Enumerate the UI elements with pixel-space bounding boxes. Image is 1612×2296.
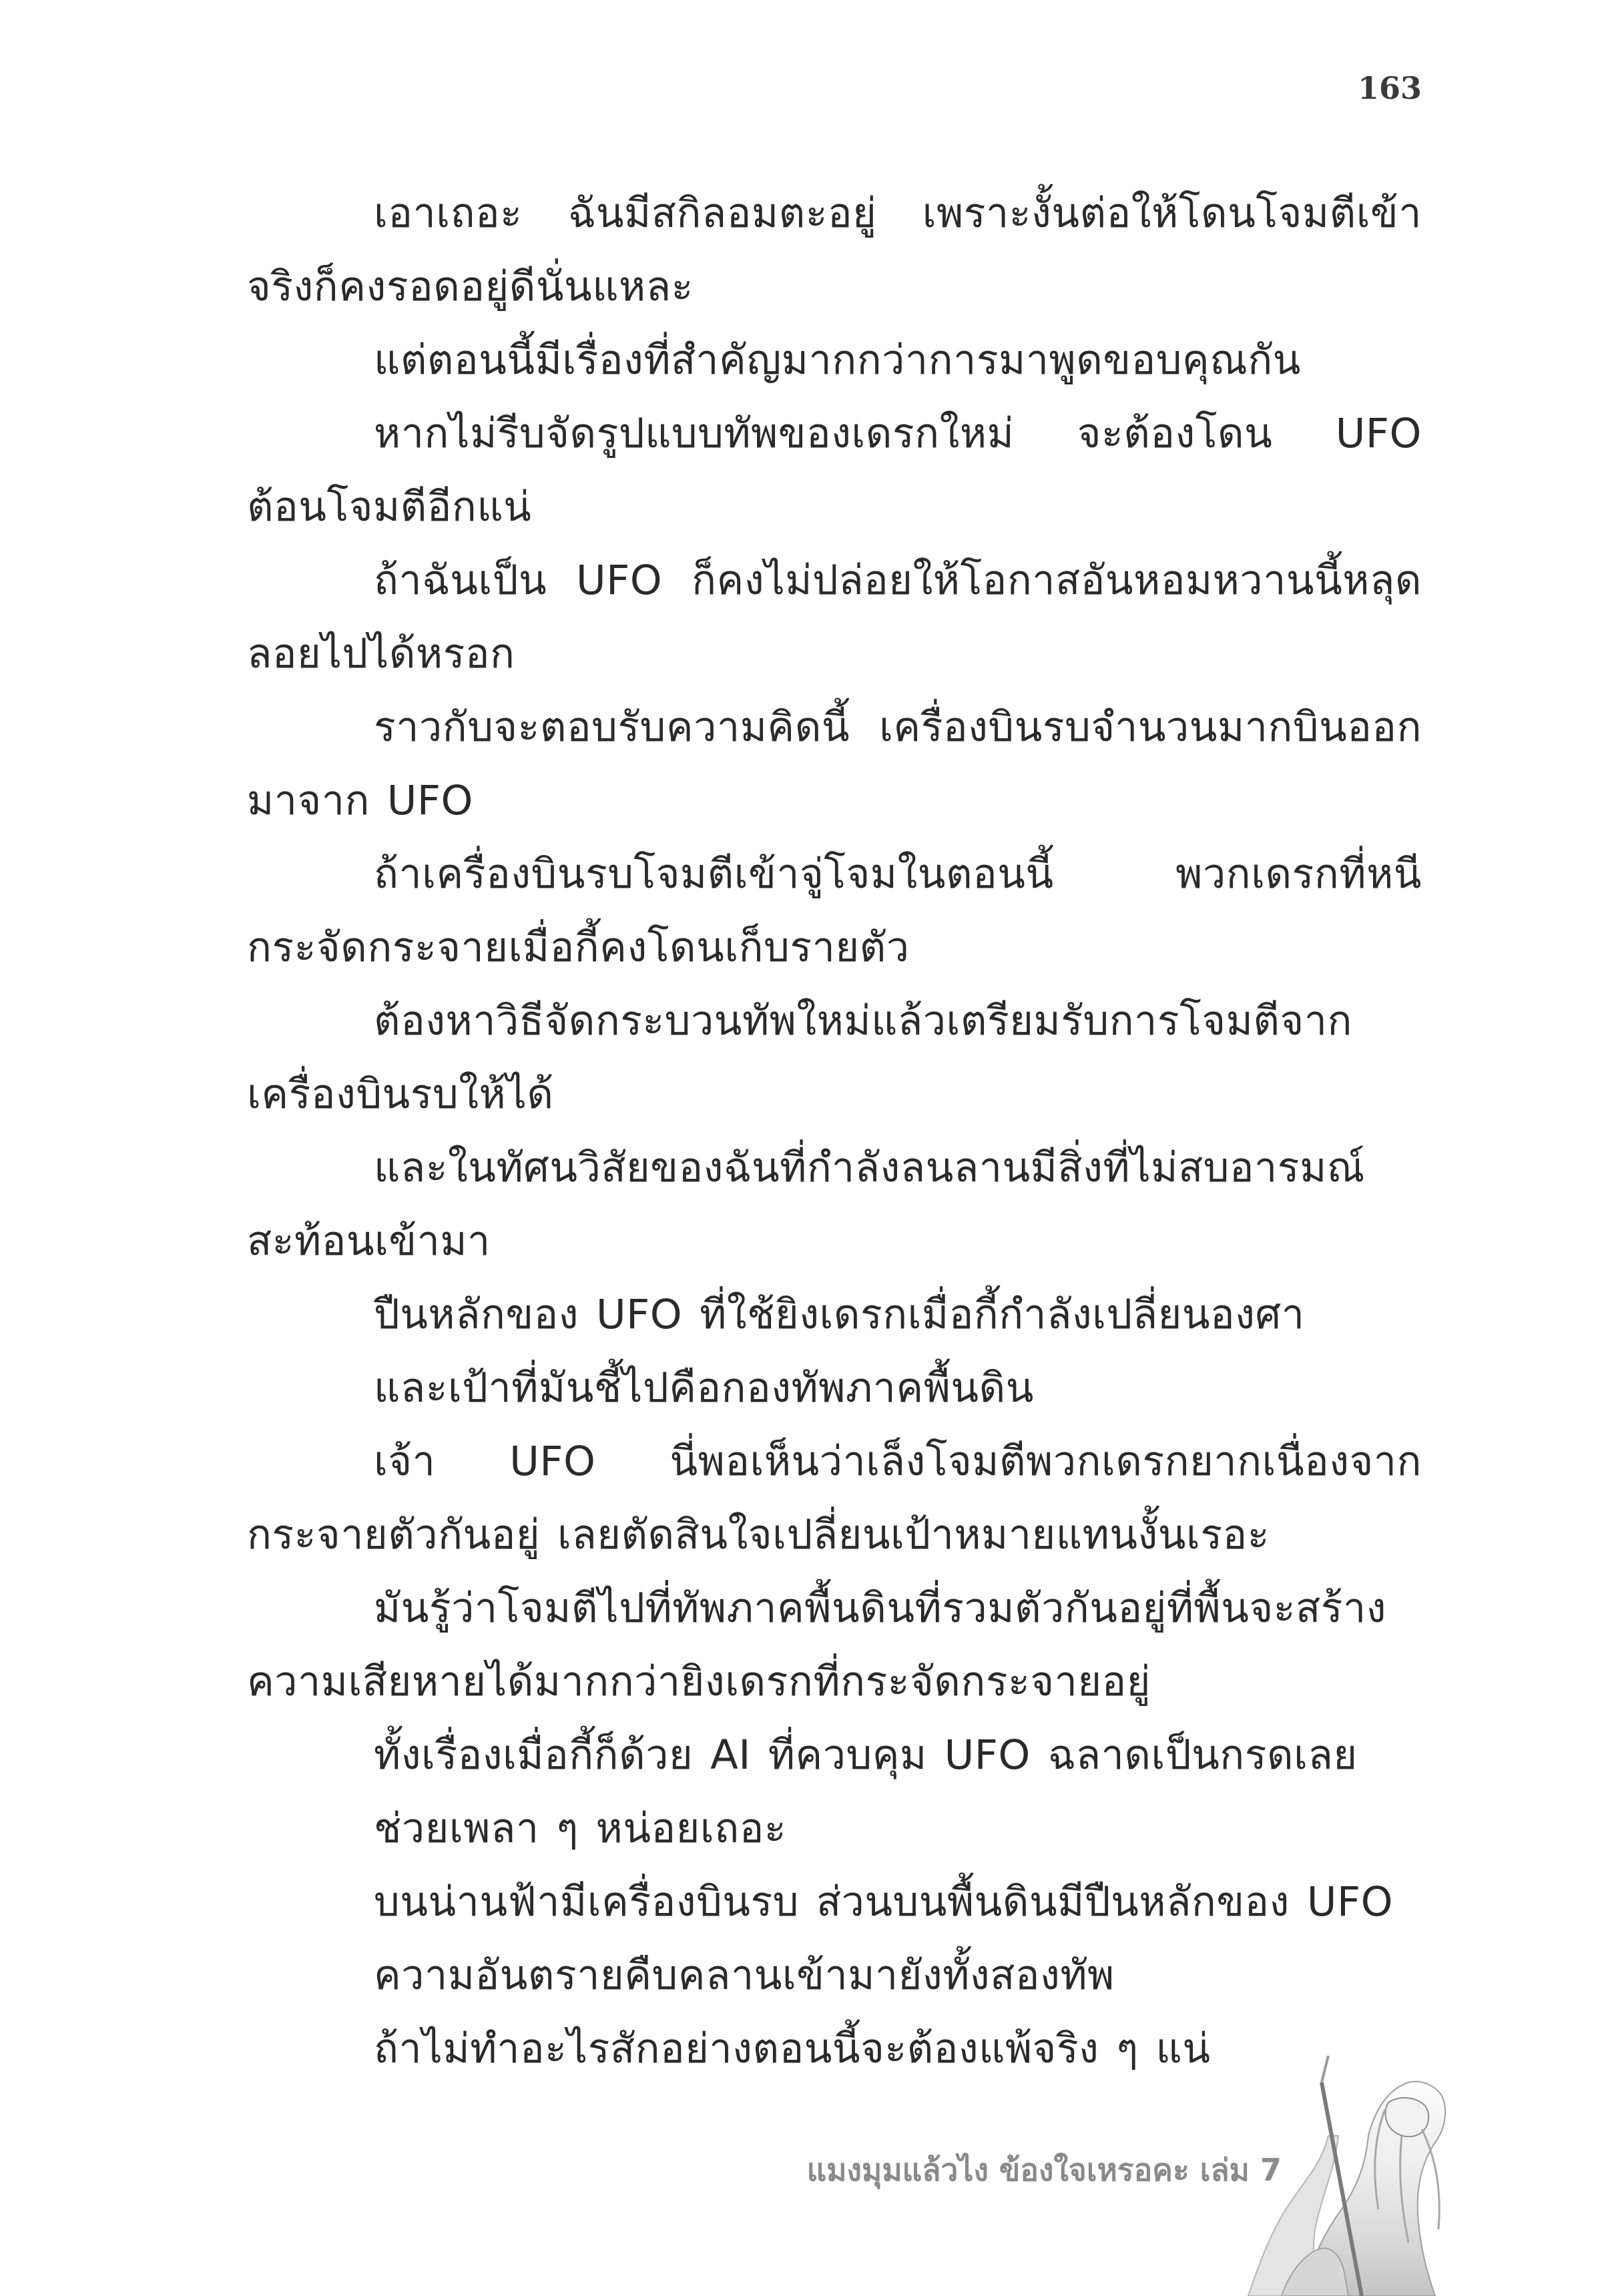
paragraph: แต่ตอนนี้มีเรื่องที่สำคัญมากกว่าการมาพูดขอบคุณกัน <box>374 336 1301 384</box>
paragraph: ปืนหลักของ UFO ที่ใช้ยิงเดรกเมื่อกี้กำลังเปลี่ยนองศา <box>374 1291 1305 1338</box>
paragraph: และในทัศนวิสัยของฉันที่กำลังลนลานมีสิ่งที่ไม่สบอารมณ์สะท้อนเข้ามา <box>247 1144 1365 1265</box>
paragraph: ถ้าไม่ทำอะไรสักอย่างตอนนี้จะต้องแพ้จริง ๆ แน่ <box>374 2025 1211 2072</box>
paragraph: ถ้าเครื่องบินรบโจมตีเข้าจู่โจมในตอนนี้ พวกเดรกที่หนีกระจัดกระจายเมื่อกี้คงโดนเก็บรายตัว <box>247 850 1422 971</box>
paragraph: ถ้าฉันเป็น UFO ก็คงไม่ปล่อยให้โอกาสอันหอมหวานนี้หลุดลอยไปได้หรอก <box>247 557 1422 677</box>
paragraph: ต้องหาวิธีจัดกระบวนทัพใหม่แล้วเตรียมรับการโจมตีจากเครื่องบินรบให้ได้ <box>247 997 1352 1118</box>
paragraph: เอาเถอะ ฉันมีสกิลอมตะอยู่ เพราะงั้นต่อให้โดนโจมตีเข้าจริงก็คงรอดอยู่ดีนั่นแหละ <box>247 190 1422 310</box>
paragraph: ราวกับจะตอบรับความคิดนี้ เครื่องบินรบจำนวนมากบินออกมาจาก UFO <box>247 703 1422 824</box>
body-text <box>247 177 1422 2086</box>
paragraph: หากไม่รีบจัดรูปแบบทัพของเดรกใหม่ จะต้องโดน UFO ต้อนโจมตีอีกแน่ <box>247 410 1422 531</box>
footer-book-title: แมงมุมแล้วไง ข้องใจเหรอคะ เล่ม 7 <box>806 2152 1282 2188</box>
paragraph: ช่วยเพลา ๆ หน่อยเถอะ <box>374 1805 787 1852</box>
paragraph: ทั้งเรื่องเมื่อกี้ก็ด้วย AI ที่ควบคุม UFO ฉลาดเป็นกรดเลย <box>374 1731 1358 1779</box>
paragraph: บนน่านฟ้ามีเครื่องบินรบ ส่วนบนพื้นดินมีปืนหลักของ UFO <box>374 1878 1394 1926</box>
page-number: 163 <box>1357 70 1422 106</box>
paragraph: ความอันตรายคืบคลานเข้ามายังทั้งสองทัพ <box>374 1952 1115 1999</box>
paragraph: และเป้าที่มันชี้ไปคือกองทัพภาคพื้นดิน <box>374 1364 1034 1412</box>
paragraph: มันรู้ว่าโจมตีไปที่ทัพภาคพื้นดินที่รวมตัวกันอยู่ที่พื้นจะสร้างความเสียหายได้มากกว่ายิงเดรกที่กระจัดกระจายอยู่ <box>247 1585 1387 1705</box>
paragraph: เจ้า UFO นี่พอเห็นว่าเล็งโจมตีพวกเดรกยากเนื่องจากกระจายตัวกันอยู่ เลยตัดสินใจเปลี่ยนเป้าหมายแทนงั้นเรอะ <box>247 1438 1422 1558</box>
